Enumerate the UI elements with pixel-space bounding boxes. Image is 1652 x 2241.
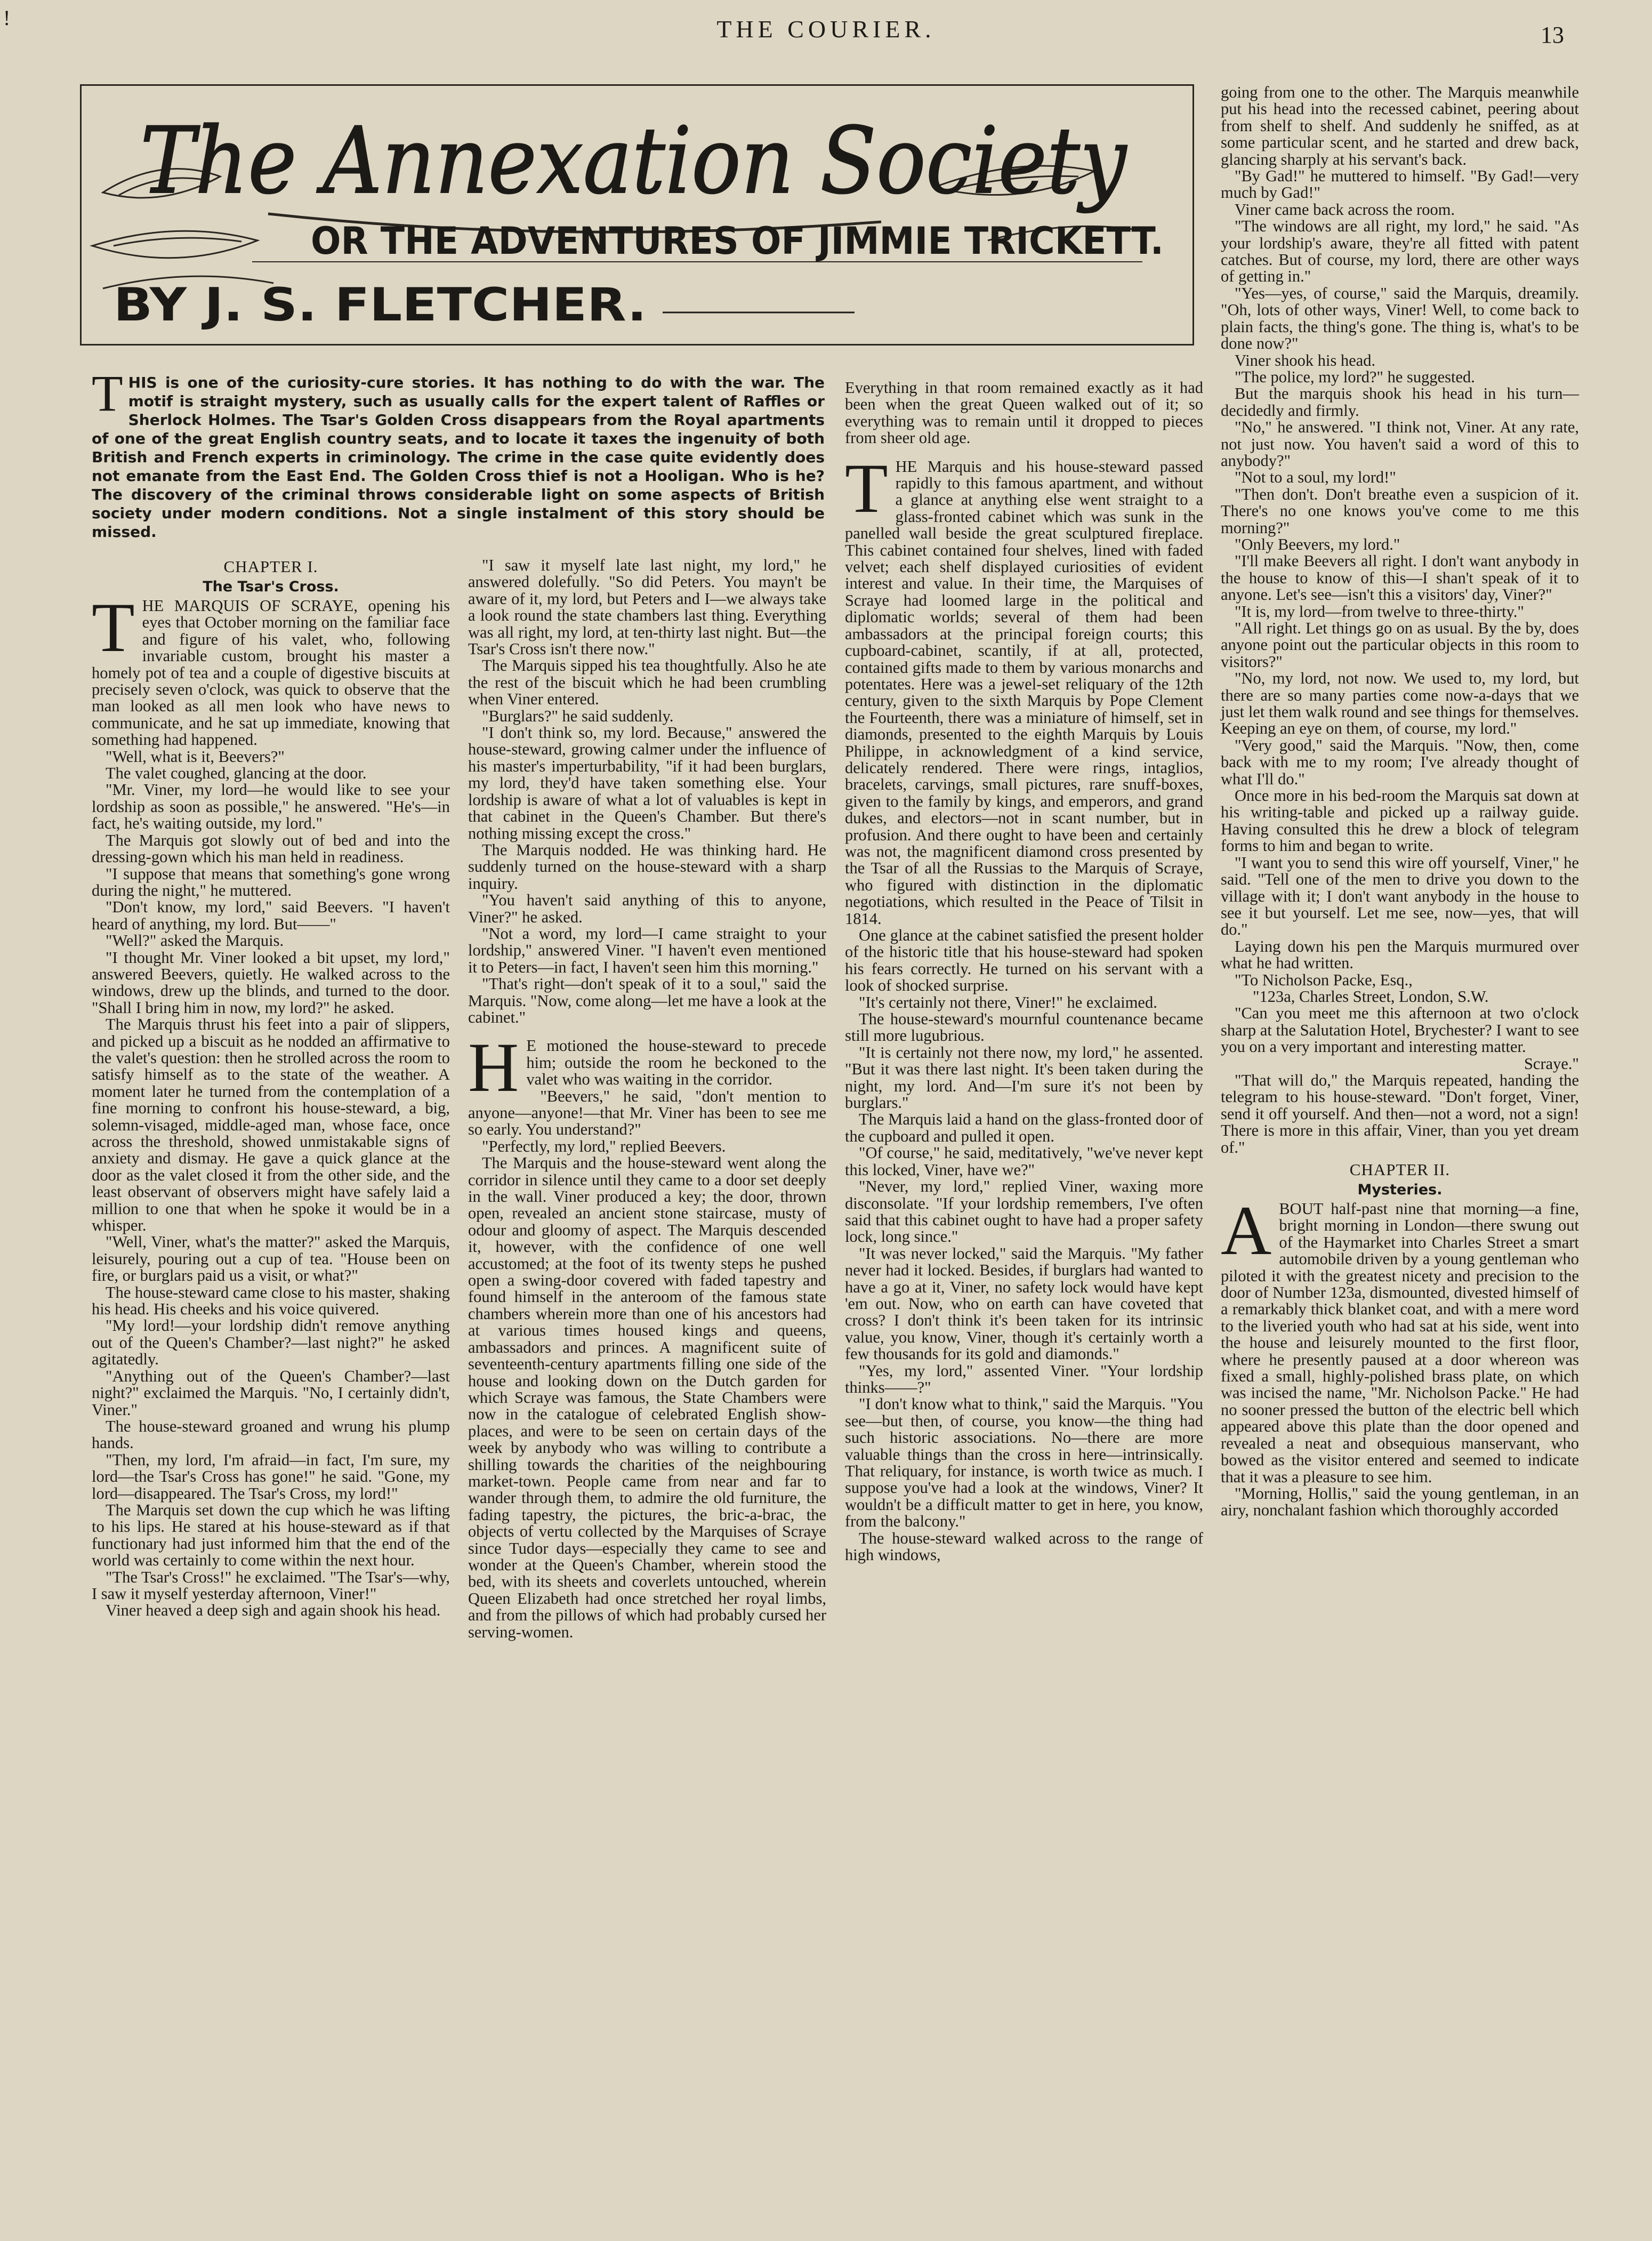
paragraph: "I'll make Beevers all right. I don't want anybody in the house to know of this—I shan't speak of it to anyone. Let's see—isn't this a visitors' day, Viner?"	[1221, 552, 1579, 604]
paragraph: THE Marquis and his house-steward passed rapidly to this famous apartment, and without a glance at anything else went straight to a glass-fronted cabinet which was sunk in the panelled wall beside the great sculptured fireplace. This cabinet contained four shelves, lined with faded velvet; each shelf displayed curiosities of evident interest and value. In their time, the Marquises of Scraye had loomed large in the political and diplomatic worlds; several of them had been ambassadors at the principal foreign courts; this cupboard-cabinet, scantily, if at all, protected, contained gifts made to them by various monarchs and potentates. Here was a jewel-set reliquary of the 12th century, given to the sixth Marquis by Pope Clement the Fourteenth, there was a miniature of himself, set in diamonds, presented to the eighth Marquis by Louis Philippe, in acknowledgment of a kind service, delicately rendered. There were rings, intaglios, bracelets, carvings, small pictures, rare snuff-boxes, given to the family by kings, and emperors, and grand dukes, and electors—not in scant number, but in profusion. And there ought to have been and certainly was not, the magnificent diamond cross presented by the Tsar of all the Russias to the Marquis of Scraye, who figured with distinction in the diplomatic negotiations, which resulted in the Peace of Tilsit in 1814.	[845, 448, 1203, 928]
paragraph: The Marquis set down the cup which he was lifting to his lips. He stared at his house-steward as if that functionary had just informed him that the end of the world was certainly to come within the next hour.	[92, 1500, 450, 1570]
chapter-2-heading: CHAPTER II.	[1349, 1160, 1450, 1179]
intro-text: HIS is one of the curiosity-cure stories. It has nothing to do with the war. The motif is straight mystery, such as usually calls for the expert talent of Raffles or Sherlock Holmes. The Tsar's Golden Cross disappears from the Royal apartments of one of the great English country seats, and to locate it taxes the ingenuity of both British and French experts in criminology. The crime in the case quite evidently does not emanate from the East End. The Golden Cross thief is not a Hooligan. Who is he? The discovery of the criminal throws considerable light on some aspects of British society under modern conditions. Not a single instalment of this story should be missed.	[92, 374, 825, 541]
paragraph: "Morning, Hollis," said the young gentleman, in an airy, nonchalant fashion which thoroughly accorded	[1221, 1484, 1579, 1520]
paragraph: Everything in that room remained exactly as it had been when the great Queen walked out of it; so everything was to remain until it dropped to pieces from sheer old age.	[845, 379, 1203, 447]
paragraph: But the marquis shook his head in his turn—decidedly and firmly.	[1221, 384, 1579, 420]
paragraph: "I suppose that means that something's gone wrong during the night," he muttered.	[92, 864, 450, 899]
title-box	[80, 84, 1194, 346]
paragraph: "Only Beevers, my lord."	[1235, 535, 1400, 553]
paragraph: The Marquis thrust his feet into a pair of slippers, and picked up a biscuit as he nodded an affirmative to the valet's question: then he strolled across the room to satisfy himself as to the state of the weather. A moment later he turned from the contemplation of a fine morning to confront his house-steward, a big, solemn-visaged, middle-aged man, whose face, once across the threshold, showed unmistakable signs of anxiety and dismay. He gave a quick glance at the door as the valet closed it from the other side, and the least observant of observers might have safely laid a million to one that when he spoke it would be in a whisper.	[92, 1015, 450, 1235]
paragraph: going from one to the other. The Marquis meanwhile put his head into the recessed cabinet, peering about from shelf to shelf. And suddenly he sniffed, as at some particular scent, and he started and drew back, glancing sharply at his servant's back.	[1221, 83, 1579, 168]
chapter-1-heading: CHAPTER I.	[223, 557, 318, 576]
column-4	[1221, 84, 1579, 1519]
paragraph: ABOUT half-past nine that morning—a fine, bright morning in London—there swung out of the Haymarket into Charles Street a smart automobile driven by a young gentleman who piloted it with the greatest nicety and precision to the door of Number 123a, dismounted, divested himself of a remarkably thick blanket coat, and with a mere word to the liveried youth who had sat at his side, went into the house and leisurely mounted to the first floor, where he presently paused at a door whereon was fixed a small, highly-polished brass plate, on which was incised the name, "Mr. Nicholson Packe." He had no sooner pressed the button of the electric bell which appeared above this plate than the door opened and revealed a neat and obsequious manservant, who bowed as the visitor entered and seemed to indicate that it was a pleasure to see him.	[1221, 1191, 1579, 1486]
paragraph: "Well?" asked the Marquis.	[106, 931, 284, 950]
paragraph: "It's certainly not there, Viner!" he exclaimed.	[859, 993, 1157, 1011]
paragraph: "The police, my lord?" he suggested.	[1235, 367, 1475, 386]
paragraph: "I thought Mr. Viner looked a bit upset, my lord," answered Beevers, quietly. He walked across to the windows, drew up the blinds, and turned to the door. "Shall I bring him in now, my lord?" he asked.	[92, 948, 450, 1017]
telegram-body: "Can you meet me this afternoon at two o'clock sharp at the Salutation Hotel, Brychester? I want to see you on a very important and interesting matter.	[1221, 1004, 1579, 1056]
paragraph: "My lord!—your lordship didn't remove anything out of the Queen's Chamber?—last night?" he asked agitatedly.	[92, 1316, 450, 1369]
paragraph: "It was never locked," said the Marquis. "My father never had it locked. Besides, if burglars had wanted to have a go at it, Viner, no safety lock would have kept 'em out. Now, who on earth can have coveted that cross? I don't think it's been taken for its intrinsic value, you know, Viner, though it's certainly worth a few thousands for its gold and diamonds."	[845, 1244, 1203, 1363]
paragraph: "That will do," the Marquis repeated, handing the telegram to his house-steward. "Don't forget, Viner, send it off yourself. And then—not a word, not a sign! There is more in this affair, Viner, than you yet dream of."	[1221, 1071, 1579, 1156]
paragraph: The house-steward groaned and wrung his plump hands.	[92, 1417, 450, 1452]
paragraph: "Burglars?" he said suddenly.	[482, 706, 674, 725]
paragraph: "Not to a soul, my lord!"	[1235, 468, 1396, 487]
column-2	[468, 557, 826, 1641]
column-3	[845, 380, 1203, 1563]
paragraph: The house-steward's mournful countenance became still more lugubrious.	[845, 1010, 1203, 1045]
telegram-to: "To Nicholson Packe, Esq.,	[1235, 970, 1413, 989]
title-main: The Annexation Society	[140, 107, 1127, 214]
paragraph: "I saw it myself late last night, my lord," he answered dolefully. "So did Peters. You mayn't be aware of it, my lord, but Peters and I—we always take a look round the state chambers last thing. Everything was all right, my lord, at ten-thirty last night. But—the Tsar's Cross isn't there now."	[468, 556, 826, 658]
paragraph: Viner heaved a deep sigh and again shook his head.	[106, 1601, 441, 1620]
page-number: 13	[1541, 22, 1564, 48]
paragraph: "The Tsar's Cross!" he exclaimed. "The Tsar's—why, I saw it myself yesterday afternoon, Viner!"	[92, 1568, 450, 1603]
paragraph: Laying down his pen the Marquis murmured over what he had written.	[1221, 937, 1579, 973]
page-mark: !	[3, 6, 11, 30]
running-head: THE COURIER.	[716, 15, 936, 43]
paragraph: H E motioned the house-steward to precede him; outside the room he beckoned to the valet who was waiting in the corridor.	[468, 1028, 826, 1107]
paragraph: "Don't know, my lord," said Beevers. "I haven't heard of anything, my lord. But——"	[92, 898, 450, 933]
title-subtitle: OR THE ADVENTURES OF JIMMIE TRICKETT.	[311, 219, 1164, 263]
paragraph: "You haven't said anything of this to anyone, Viner?" he asked.	[468, 891, 826, 926]
telegram-signature: Scraye."	[1524, 1054, 1579, 1073]
column-1	[92, 557, 450, 1619]
paragraph: "Never, my lord," replied Viner, waxing more disconsolate. "If your lordship remembers, I've often said that this cabinet ought to have had a proper safety lock, long since."	[845, 1177, 1203, 1246]
title-byline: BY J. S. FLETCHER.	[114, 278, 647, 332]
drop-cap: H	[468, 1028, 519, 1107]
paragraph: THE MARQUIS OF SCRAYE, opening his eyes that October morning on the familiar face and figure of his valet, who, following invariable custom, brought his master a homely pot of tea and a couple of digestive biscuits at precisely seven o'clock, was quick to observe that the man looked as all men look who have news to communicate, and he sat up immediate, knowing that something had happened.	[92, 588, 450, 749]
paragraph: "Not a word, my lord—I came straight to your lordship," answered Viner. "I haven't even mentioned it to Peters—in fact, I haven't seen him this morning."	[468, 924, 826, 976]
paragraph: Once more in his bed-room the Marquis sat down at his writing-table and picked up a railway guide. Having consulted this he drew a block of telegram forms to him and began to write.	[1221, 786, 1579, 855]
paragraph: "Well, Viner, what's the matter?" asked the Marquis, leisurely, pouring out a cup of tea. "House been on fire, or burglars paid us a visit, or what?"	[92, 1233, 450, 1285]
intro-paragraph	[92, 365, 825, 541]
paragraph: "I don't think so, my lord. Because," answered the house-steward, growing calmer under the influence of his master's imperturbability, "if it had been burglars, my lord, they'd have taken something else. Your lordship is aware of what a lot of valuables is kept in that cabinet in the Queen's Chamber. But there's nothing missing except the cross."	[468, 724, 826, 842]
paragraph: "The windows are all right, my lord," he said. "As your lordship's aware, they're all fitted with patent catches. But of course, my lord, there are other ways of getting in."	[1221, 217, 1579, 286]
paragraph: "Yes—yes, of course," said the Marquis, dreamily. "Oh, lots of other ways, Viner! Well, to come back to plain facts, the thing's gone. The thing is, what's to be done now?"	[1221, 284, 1579, 353]
paragraph: "I don't know what to think," said the Marquis. "You see—but then, of course, you know—the thing had such historic associations. No—there are more valuable things than the cross in here—intrinsically. That reliquary, for instance, is worth twice as much. I suppose you've had a look at the windows, Viner? It wouldn't be a difficult matter to get in here, you know, from the balcony."	[845, 1395, 1203, 1531]
paragraph: The valet coughed, glancing at the door.	[106, 764, 367, 783]
telegram-address: "123a, Charles Street, London, S.W.	[1253, 987, 1489, 1006]
paragraph: "Then, my lord, I'm afraid—in fact, I'm sure, my lord—the Tsar's Cross has gone!" he said. "Gone, my lord—disappeared. The Tsar's Cross, my lord!"	[92, 1450, 450, 1503]
paragraph: "I want you to send this wire off yourself, Viner," he said. "Tell one of the men to drive you down to the village with it; I don't want anybody in the house to see it but yourself. Let me see, now—yes, that will do."	[1221, 853, 1579, 939]
paragraph: Viner came back across the room.	[1235, 200, 1455, 219]
paragraph: "Of course," he said, meditatively, "we've never kept this locked, Viner, have we?"	[845, 1144, 1203, 1179]
drop-cap: T	[845, 448, 888, 527]
paragraph: "No, my lord, not now. We used to, my lord, but there are so many parties come now-a-days that we just let them walk round and see things for themselves. Keeping an eye on them, of course, my lord."	[1221, 669, 1579, 738]
paragraph: The Marquis got slowly out of bed and into the dressing-gown which his man held in readiness.	[92, 831, 450, 866]
paragraph: "Perfectly, my lord," replied Beevers.	[482, 1137, 726, 1155]
paragraph: "Mr. Viner, my lord—he would like to see your lordship as soon as possible," he answered. "He's—in fact, he's waiting outside, my lord."	[92, 781, 450, 833]
paragraph: The house-steward walked across to the range of high windows,	[845, 1529, 1203, 1564]
paragraph: The Marquis sipped his tea thoughtfully. Also he ate the rest of the biscuit which he had been crumbling when Viner entered.	[468, 656, 826, 709]
paragraph: One glance at the cabinet satisfied the present holder of the historic title that his house-steward had spoken his fears correctly. He turned on his servant with a look of shocked surprise.	[845, 926, 1203, 995]
paragraph: "Anything out of the Queen's Chamber?—last night?" exclaimed the Marquis. "No, I certainly didn't, Viner."	[92, 1367, 450, 1419]
paragraph: "No," he answered. "I think not, Viner. At any rate, not just now. You haven't said a word of this to anybody?"	[1221, 418, 1579, 470]
paragraph: "All right. Let things go on as usual. By the by, does anyone point out the particular objects in this room to visitors?"	[1221, 619, 1579, 671]
paragraph: "Very good," said the Marquis. "Now, then, come back with me to my room; I've already thought of what I'll do."	[1221, 736, 1579, 788]
paragraph: "By Gad!" he muttered to himself. "By Gad!—very much by Gad!"	[1221, 167, 1579, 202]
paragraph: "Well, what is it, Beevers?"	[106, 747, 285, 766]
chapter-2-subtitle: Mysteries.	[1357, 1182, 1443, 1198]
drop-cap: A	[1221, 1191, 1272, 1270]
paragraph: "It is certainly not there now, my lord," he assented. "But it was there last night. It's been taken during the night, my lord. And—I'm sure it's not been by burglars."	[845, 1043, 1203, 1112]
paragraph: "Yes, my lord," assented Viner. "Your lordship thinks——?"	[845, 1361, 1203, 1396]
paragraph: "Then don't. Don't breathe even a suspicion of it. There's no one knows you've come to me this morning?"	[1221, 485, 1579, 537]
drop-cap: T	[92, 588, 135, 666]
paragraph: The Marquis laid a hand on the glass-fronted door of the cupboard and pulled it open.	[845, 1110, 1203, 1145]
chapter-1-subtitle: The Tsar's Cross.	[203, 579, 339, 595]
title-illustration	[82, 86, 1192, 344]
paragraph: The Marquis and the house-steward went along the corridor in silence until they came to a door set deeply in the wall. Viner produced a key; the door, thrown open, revealed an ancient stone staircase, musty of odour and gloomy of aspect. The Marquis descended it, however, with the confidence of one well accustomed; at the foot of its twenty steps he pushed open a swing-door covered with faded tapestry and found himself in the anteroom of the famous state chambers wherein more than one of his ancestors had at various times housed kings and queens, ambassadors and princes. A magnificent suite of seventeenth-century apartments filling one side of the house and looking down on the Dutch garden for which Scraye was famous, the State Chambers were now in the catalogue of celebrated English show-places, and were to be seen on certain days of the week by anybody who was willing to contribute a shilling towards the charities of the neighbouring market-town. People came from near and far to wander through them, to admire the old furniture, the fading tapestry, the pictures, the bric-a-brac, the objects of vertu collected by the Marquises of Scraye since Tudor days—especially they came to see and wonder at the Queen's Chamber, wherein stood the bed, with its sheets and coverlets untouched, wherein Queen Elizabeth had once stretched her royal limbs, and from the pillows of which had probably cursed her serving-women.	[468, 1154, 826, 1641]
intro-initial: T	[92, 365, 123, 422]
paragraph: The house-steward came close to his master, shaking his head. His cheeks and his voice quivered.	[92, 1283, 450, 1319]
paragraph: The Marquis nodded. He was thinking hard. He suddenly turned on the house-steward with a sharp inquiry.	[468, 840, 826, 893]
paragraph: "That's right—don't speak of it to a soul," said the Marquis. "Now, come along—let me have a look at the cabinet."	[468, 975, 826, 1026]
paragraph: "Beevers," he said, "don't mention to anyone—anyone!—that Mr. Viner has been to see me so early. You understand?"	[468, 1087, 826, 1139]
paragraph: Viner shook his head.	[1235, 351, 1376, 370]
paragraph: "It is, my lord—from twelve to three-thirty."	[1235, 602, 1524, 621]
